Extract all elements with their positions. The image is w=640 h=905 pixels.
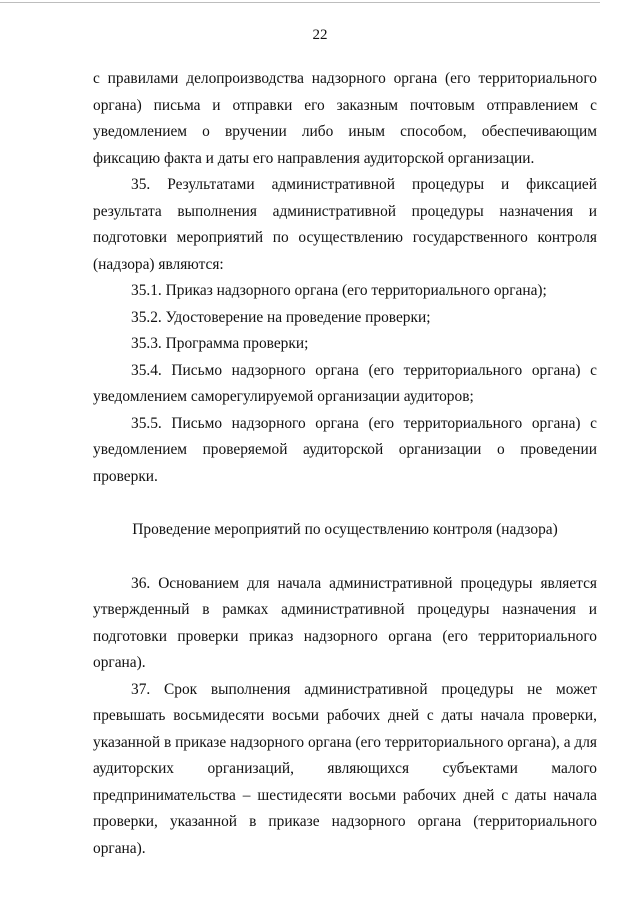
paragraph-35-1: 35.1. Приказ надзорного органа (его территориального органа);	[131, 282, 547, 299]
paragraph-35-5: 35.5. Письмо надзорного органа (его территориального органа) с уведомлением проверяемой аудиторской организации о проведении проверки.	[93, 414, 597, 485]
paragraph-35-2: 35.2. Удостоверение на проведение проверки;	[131, 308, 431, 326]
paragraph-continuation: с правилами делопроизводства надзорного органа (его территориального органа) письма и отправки его заказным почтовым отправлением с уведомлением о вручении либо иным способом, обеспечивающим фиксацию факта и даты его направления аудиторской организации.	[93, 70, 597, 167]
paragraph-36: 36. Основанием для начала административной процедуры является утвержденный в рамках административной процедуры назначения и подготовки проверки приказ надзорного органа (его территориального органа).	[93, 574, 597, 671]
paragraph-37: 37. Срок выполнения административной процедуры не может превышать восьмидесяти восьми рабочих дней с даты начала проверки, указанной в приказе надзорного органа (его территориального органа), а для аудиторских организаций, являющихся субъектами малого предпринимательства – шестидесяти восьми рабочих дней с даты начала проверки, указанной в приказе надзорного органа (территориального органа).	[93, 680, 597, 857]
paragraph-35-3: 35.3. Программа проверки;	[131, 335, 309, 352]
section-heading: Проведение мероприятий по осуществлению контроля (надзора)	[132, 521, 558, 538]
page-number: 22	[312, 27, 328, 43]
paragraph-35: 35. Результатами административной процедуры и фиксацией результата выполнения административной процедуры назначения и подготовки мероприятий по осуществлению государственного контроля (надзора) являются:	[93, 176, 597, 273]
page-top-edge	[0, 2, 600, 3]
document-body	[93, 66, 597, 862]
paragraph-35-4: 35.4. Письмо надзорного органа (его территориального органа) с уведомлением саморегулируемой организации аудиторов;	[93, 361, 597, 405]
